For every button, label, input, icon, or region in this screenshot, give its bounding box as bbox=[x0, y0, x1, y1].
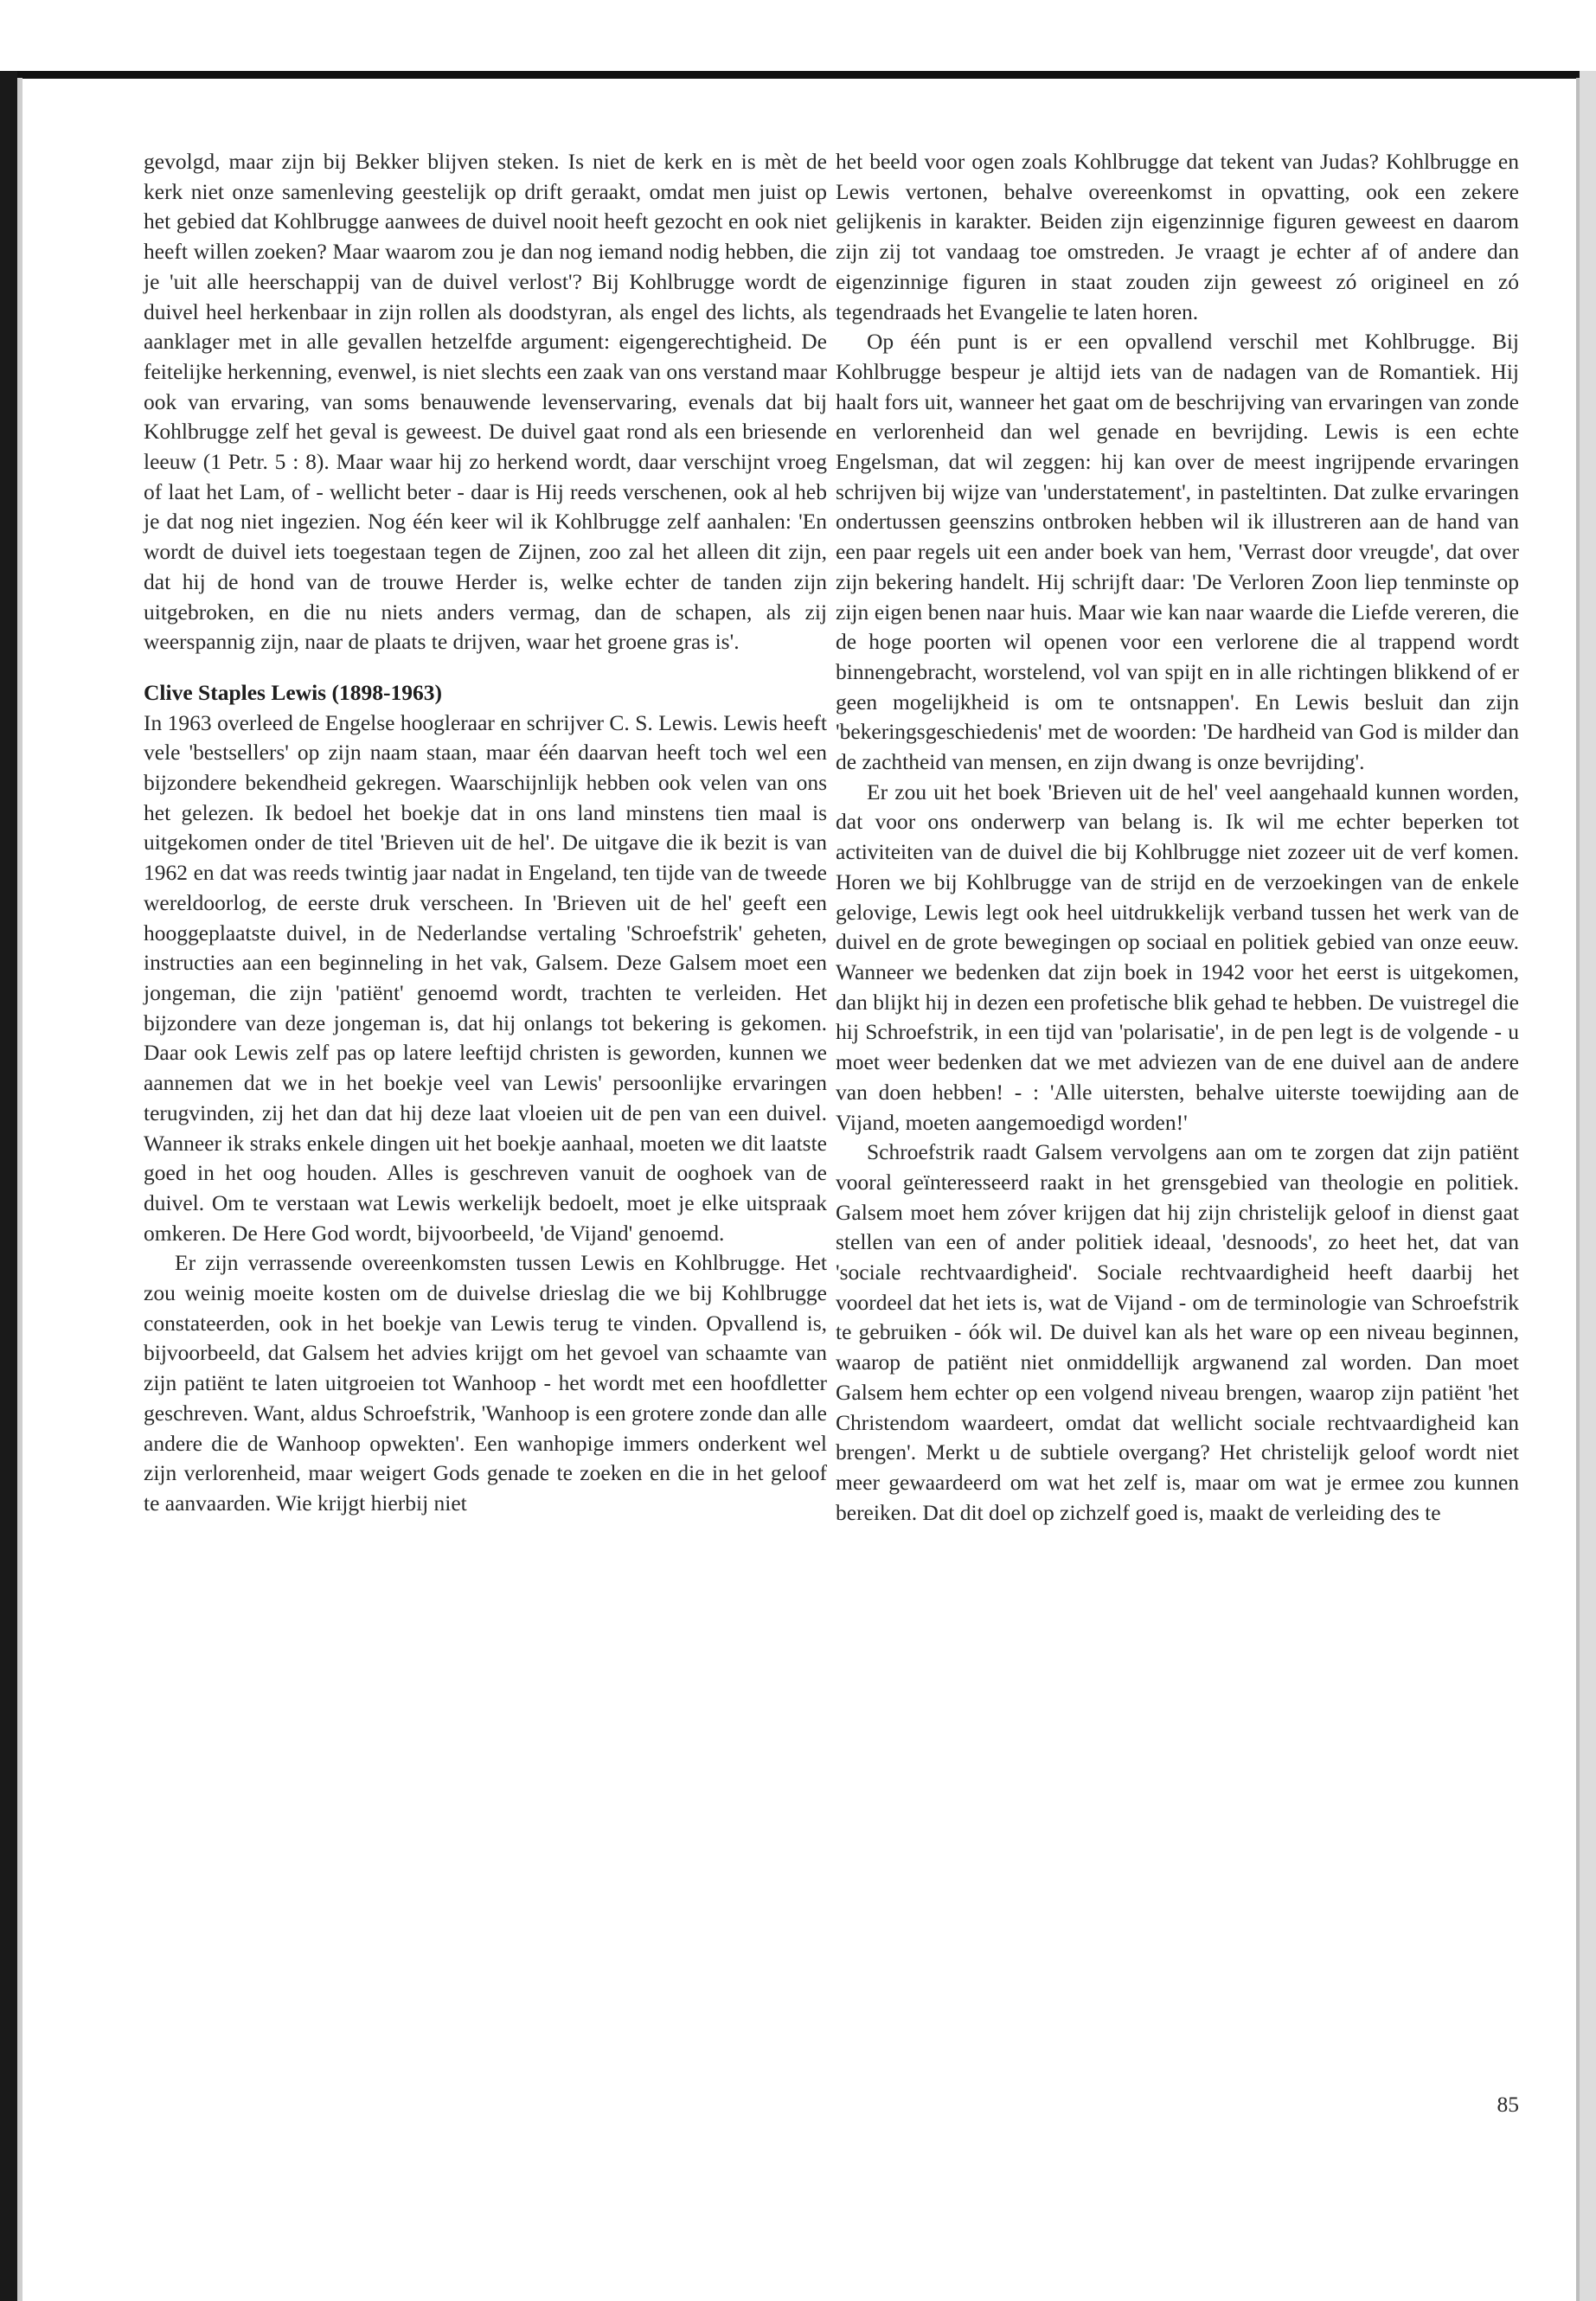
right-column bbox=[836, 147, 1519, 1528]
scan-margin-top bbox=[0, 0, 1596, 73]
left-paragraph-2: In 1963 overleed de Engelse hoogleraar en schrijver C. S. Lewis. Lewis heeft vele 'bestsellers' op zijn naam staan, maar één daarvan heeft toch wel een bijzondere bekendheid gekregen. Waarschijnlijk hebben ook velen van ons het gelezen. Ik bedoel het boekje dat in ons land minstens tien maal is uitgekomen onder de titel 'Brieven uit de hel'. De uitgave die ik bezit is van 1962 en dat was reeds twintig jaar nadat in Engeland, ten tijde van de tweede wereldoorlog, de eerste druk verscheen. In 'Brieven uit de hel' geeft een hooggeplaatste duivel, in de Nederlandse vertaling 'Schroefstrik' geheten, instructies aan een beginneling in het vak, Galsem. Deze Galsem moet een jongeman, die zijn 'patiënt' genoemd wordt, trachten te verleiden. Het bijzondere van deze jongeman is, dat hij onlangs tot bekering is gekomen. Daar ook Lewis zelf pas op latere leeftijd christen is geworden, kunnen we aannemen dat we in het boekje veel van Lewis' persoonlijke ervaringen terugvinden, zij het dan dat hij deze laat vloeien uit de pen van een duivel. Wanneer ik straks enkele dingen uit het boekje aanhaal, moeten we dit laatste goed in het oog houden. Alles is geschreven vanuit de ooghoek van de duivel. Om te verstaan wat Lewis werkelijk bedoelt, moet je elke uitspraak omkeren. De Here God wordt, bijvoorbeeld, 'de Vijand' genoemd. bbox=[144, 709, 827, 1246]
right-paragraph-2: Op één punt is er een opvallend verschil met Kohlbrugge. Bij Kohlbrugge bespeur je altijd iets van de nadagen van de Romantiek. Hij haalt fors uit, wanneer het gaat om de beschrijving van ervaringen van zonde en verlorenheid dan wel genade en bevrijding. Lewis is een echte Engelsman, dat wil zeggen: hij kan over de meest ingrijpende ervaringen schrijven bij wijze van 'understatement', in pasteltinten. Dat zulke ervaringen ondertussen geenszins ontbroken hebben wil ik illustreren aan de hand van een paar regels uit een ander boek van hem, 'Verrast door vreugde', dat over zijn bekering handelt. Hij schrijft daar: 'De Verloren Zoon liep tenminste op zijn eigen benen naar huis. Maar wie kan naar waarde die Liefde vereren, die de hoge poorten wil openen voor een verlorene die al trappend wordt binnengebracht, worstelend, vol van spijt en in alle richtingen blikkend of er geen mogelijkheid is om te ontsnappen'. En Lewis besluit dan zijn 'bekeringsgeschiedenis' met de woorden: 'De hardheid van God is milder dan de zachtheid van mensen, en zijn dwang is onze bevrijding'. bbox=[836, 329, 1519, 775]
right-paragraph-4: Schroefstrik raadt Galsem vervolgens aan om te zorgen dat zijn patiënt vooral geïnteresseerd raakt in het grensgebied van theologie en politiek. Galsem moet hem zóver krijgen dat hij zijn christelijk geloof in dienst gaat stellen van een of ander politiek ideaal, 'desnoods', zo heet het, dat van 'sociale rechtvaardigheid'. Sociale rechtvaardigheid heeft daarbij het voordeel dat het iets is, wat de Vijand - om de terminologie van Schroefstrik te gebruiken - óók wil. De duivel kan als het ware op een niveau beginnen, waarop de patiënt niet onmiddellijk argwanend zal worden. Dan moet Galsem hem echter op een volgend niveau brengen, waarop zijn patiënt 'het Christendom waardeert, omdat dat wellicht sociale rechtvaardigheid kan brengen'. Merkt u de subtiele overgang? Het christelijk geloof wordt niet meer gewaardeerd om wat het zelf is, maar om wat je ermee zou kunnen bereiken. Dat dit doel op zichzelf goed is, maakt de verleiding des te bbox=[836, 1139, 1519, 1525]
right-paragraph-1: het beeld voor ogen zoals Kohlbrugge dat tekent van Judas? Kohlbrugge en Lewis vertonen, behalve overeenkomst in opvatting, ook een zekere gelijkenis in karakter. Beiden zijn eigenzinnige figuren geweest en daarom zijn zij tot vandaag toe omstreden. Je vraagt je echter af of andere dan eigenzinnige figuren in staat zouden zijn geweest zó origineel en zó tegendraads het Evangelie te laten horen. bbox=[836, 149, 1519, 324]
left-paragraph-1: gevolgd, maar zijn bij Bekker blijven steken. Is niet de kerk en is mèt de kerk niet onze samenleving geestelijk op drift geraakt, omdat men juist op het gebied dat Kohlbrugge aanwees de duivel nooit heeft gezocht en ook niet heeft willen zoeken? Maar waarom zou je dan nog iemand nodig hebben, die je 'uit alle heerschappij van de duivel verlost'? Bij Kohlbrugge wordt de duivel heel herkenbaar in zijn rollen als doodstyran, als engel des lichts, als aanklager met in alle gevallen hetzelfde argument: eigengerechtigheid. De feitelijke herkenning, evenwel, is niet slechts een zaak van ons verstand maar ook van ervaring, van soms benauwende levenservaring, evenals dat bij Kohlbrugge zelf het geval is geweest. De duivel gaat rond als een briesende leeuw (1 Petr. 5 : 8). Maar waar hij zo herkend wordt, daar verschijnt vroeg of laat het Lam, of - wellicht beter - daar is Hij reeds verschenen, ook al heb je dat nog niet ingezien. Nog één keer wil ik Kohlbrugge zelf aanhalen: 'En wordt de duivel iets toegestaan tegen de Zijnen, zoo zal het alleen dit zijn, dat hij de hond van de trouwe Herder is, welke echter de tanden zijn uitgebroken, en die nu niets anders vermag, dan de schapen, als zij weerspannig zijn, naar de plaats te drijven, waar het groene gras is'. bbox=[144, 149, 827, 655]
scan-edge-left bbox=[0, 71, 17, 2301]
scan-edge-top bbox=[0, 71, 1596, 79]
page-number: 85 bbox=[1497, 2092, 1519, 2117]
scan-edge-right bbox=[1580, 71, 1596, 2301]
scan-edge-left-shadow bbox=[17, 78, 22, 2301]
right-paragraph-3: Er zou uit het boek 'Brieven uit de hel' veel aangehaald kunnen worden, dat voor ons onderwerp van belang is. Ik wil me echter beperken tot activiteiten van de duivel die bij Kohlbrugge niet zozeer uit de verf komen. Horen we bij Kohlbrugge van de strijd en de verzoekingen van de enkele gelovige, Lewis legt ook heel uitdrukkelijk verband tussen het werk van de duivel en de grote bewegingen op sociaal en politiek gebied van onze eeuw. Wanneer we bedenken dat zijn boek in 1942 voor het eerst is uitgekomen, dan blijkt hij in dezen een profetische blik gehad te hebben. De vuistregel die hij Schroefstrik, in een tijd van 'polarisatie', in de pen legt is de volgende - u moet weer bedenken dat we met adviezen van de ene duivel aan de andere van doen hebben! - : 'Alle uitersten, behalve uiterste toewijding aan de Vijand, moeten aangemoedigd worden!' bbox=[836, 779, 1519, 1135]
left-paragraph-3: Er zijn verrassende overeenkomsten tussen Lewis en Kohlbrugge. Het zou weinig moeite kosten om de duivelse drieslag die we bij Kohlbrugge constateerden, ook in het boekje van Lewis terug te vinden. Opvallend is, bijvoorbeeld, dat Galsem het advies krijgt om het gevoel van schaamte van zijn patiënt te laten uitgroeien tot Wanhoop - het wordt met een hoofdletter geschreven. Want, aldus Schroefstrik, 'Wanhoop is een grotere zonde dan alle andere die de Wanhoop opwekten'. Een wanhopige immers onderkent wel zijn verlorenheid, maar weigert Gods genade te zoeken en die in het geloof te aanvaarden. Wie krijgt hierbij niet bbox=[144, 1250, 827, 1516]
left-column bbox=[144, 147, 827, 1519]
scan-edge-right-shadow bbox=[1576, 78, 1580, 2301]
section-heading: Clive Staples Lewis (1898-1963) bbox=[144, 679, 442, 705]
